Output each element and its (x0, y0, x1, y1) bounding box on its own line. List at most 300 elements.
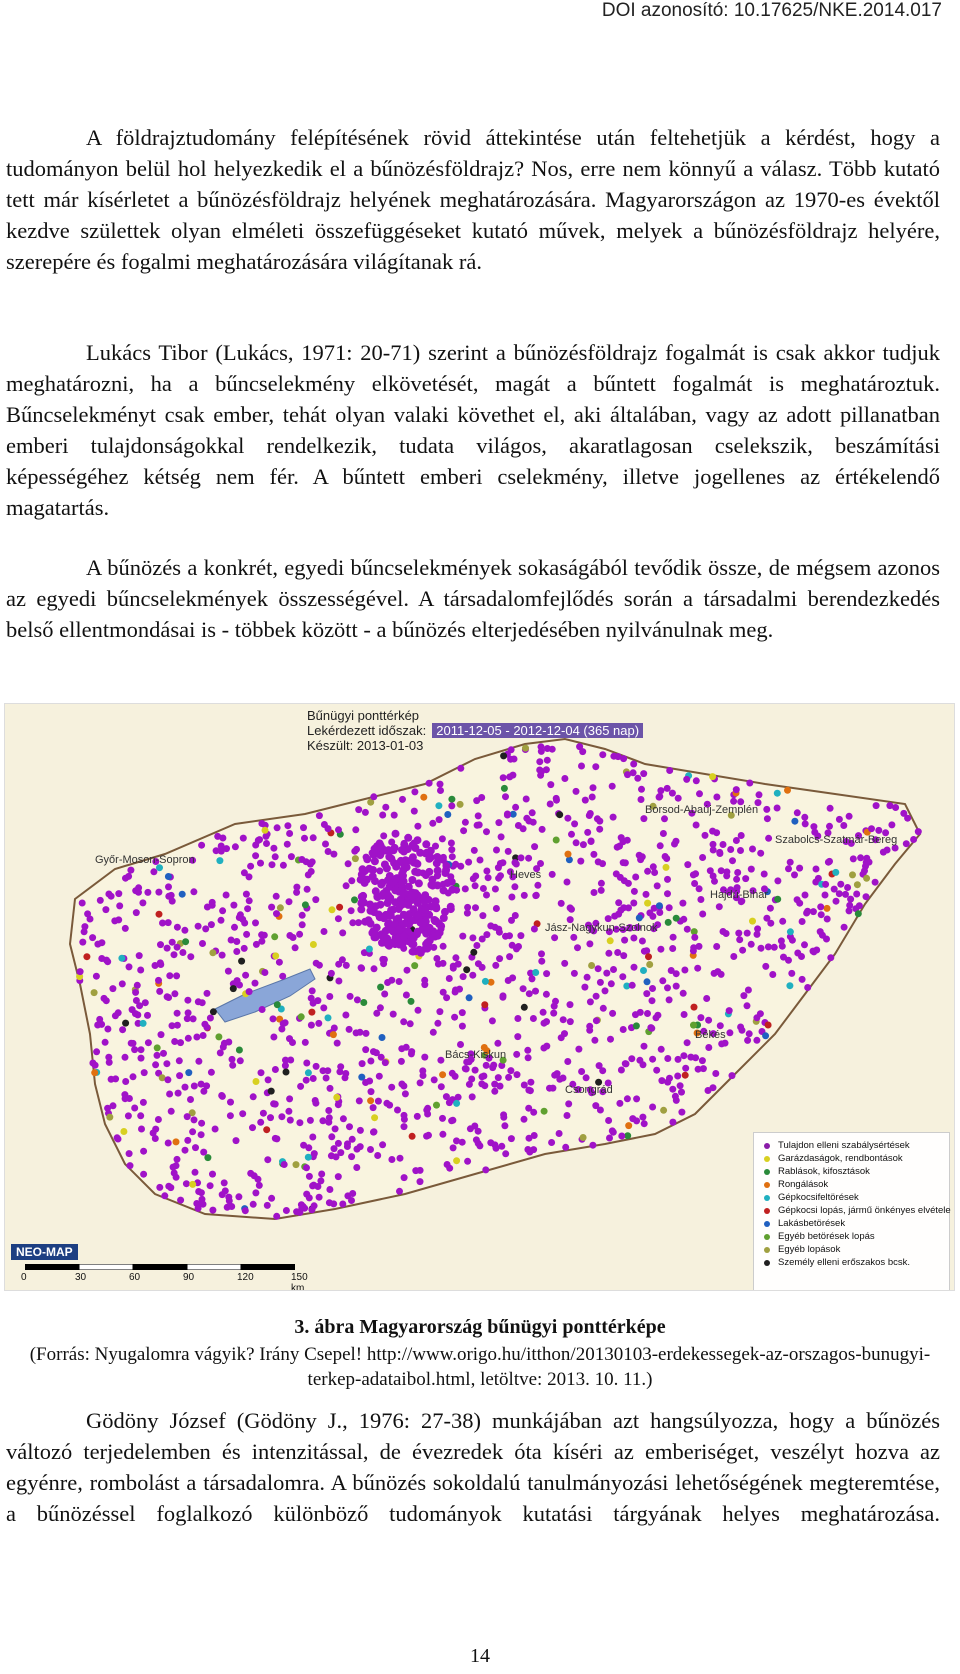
crime-dot (753, 1037, 760, 1044)
crime-dot (371, 933, 379, 941)
crime-dot (303, 1077, 310, 1084)
crime-dot (219, 1191, 226, 1198)
crime-dot (396, 1188, 403, 1195)
legend-label: Rongálások (778, 1179, 829, 1190)
crime-dot (302, 1039, 309, 1046)
crime-dot (705, 1017, 712, 1024)
crime-dot (335, 1140, 342, 1147)
crime-dot (684, 861, 691, 868)
crime-dot (184, 1137, 191, 1144)
crime-dot (543, 970, 550, 977)
crime-dot (241, 869, 248, 876)
crime-dot (631, 964, 638, 971)
crime-dot (628, 1055, 635, 1062)
crime-dot (459, 933, 466, 940)
crime-dot (547, 781, 554, 788)
legend-dot-icon (764, 1156, 770, 1162)
crime-dot (682, 1072, 689, 1079)
crime-dot (531, 843, 538, 850)
crime-dot (174, 1156, 181, 1163)
crime-dot (439, 1115, 446, 1122)
crime-dot (276, 959, 283, 966)
legend-label: Lakásbetörések (778, 1218, 846, 1229)
crime-dot (675, 795, 682, 802)
crime-dot (693, 822, 700, 829)
crime-dot (174, 1010, 181, 1017)
crime-dot (605, 950, 612, 957)
crime-dot (133, 909, 140, 916)
crime-dot (155, 1116, 162, 1123)
crime-dot (251, 1172, 258, 1179)
crime-dot (713, 794, 720, 801)
crime-dot (437, 922, 445, 930)
crime-dot (131, 1105, 138, 1112)
crime-dot (77, 968, 84, 975)
crime-dot (694, 965, 701, 972)
crime-dot (182, 1084, 189, 1091)
crime-dot (500, 774, 507, 781)
crime-dot (762, 1032, 769, 1039)
figure-caption-source: (Forrás: Nyugalomra vágyik? Irány Csepel! http://www.origo.hu/itthon/20130103-erdekessegek-az-orszagos-bunugyi-terkep-adataibol.html, letöltve: 2013. 10. 11.) (29, 1344, 931, 1390)
crime-dot (429, 820, 436, 827)
crime-dot (868, 825, 875, 832)
crime-dot (387, 912, 395, 920)
crime-dot (279, 973, 286, 980)
crime-dot (709, 773, 716, 780)
crime-dot (179, 949, 186, 956)
crime-dot (208, 921, 215, 928)
crime-dot (380, 832, 387, 839)
crime-dot (309, 1134, 316, 1141)
paragraph-4: Gödöny József (Gödöny J., 1976: 27-38) munkájában azt hangsúlyozza, hogy a bűnözés változó terjedelemben és intenzitással, de évezredek óta kíséri az emberiséget, veszélyt hozva az egyénre, rombolást a társadalomra. A bűnözés sokoldalú tanulmányozási lehetőségének megteremtése, a bűnözéssel foglalkozó különböző tudományok kutatási tárgyának helyes meghatározása. (6, 1408, 940, 1526)
crime-dot (482, 1166, 489, 1173)
map-period-value: 2011-12-05 - 2012-12-04 (365 nap) (432, 723, 643, 738)
crime-dot (791, 871, 798, 878)
crime-dot (175, 1090, 182, 1097)
crime-dot (738, 832, 745, 839)
crime-dot (306, 1194, 313, 1201)
crime-dot (788, 970, 795, 977)
crime-dot (274, 1001, 281, 1008)
crime-dot (434, 1020, 441, 1027)
crime-dot (739, 947, 746, 954)
crime-dot (460, 973, 467, 980)
crime-dot (243, 891, 250, 898)
crime-dot (673, 915, 680, 922)
crime-dot (417, 1079, 424, 1086)
crime-dot (368, 1088, 375, 1095)
crime-dot (332, 1125, 339, 1132)
crime-dot (247, 863, 254, 870)
crime-dot (105, 891, 112, 898)
crime-dot (287, 1117, 294, 1124)
crime-dot (425, 1132, 432, 1139)
crime-dot (492, 962, 499, 969)
crime-map-figure (4, 703, 955, 1291)
crime-dot (87, 916, 94, 923)
crime-dot (440, 886, 448, 894)
crime-dot (439, 856, 447, 864)
crime-dot (246, 988, 253, 995)
crime-dot (198, 1189, 205, 1196)
crime-dot (746, 780, 753, 787)
crime-dot (657, 787, 664, 794)
crime-dot (595, 858, 602, 865)
crime-dot (739, 1027, 746, 1034)
crime-dot (453, 1157, 460, 1164)
crime-dot (624, 1095, 631, 1102)
crime-dot (568, 906, 575, 913)
crime-dot (514, 1071, 521, 1078)
crime-dot (396, 978, 403, 985)
crime-dot (840, 822, 847, 829)
crime-dot (318, 1171, 325, 1178)
crime-dot (702, 832, 709, 839)
crime-dot (250, 1093, 257, 1100)
crime-dot (225, 1039, 232, 1046)
crime-dot (444, 811, 451, 818)
crime-dot (785, 865, 792, 872)
crime-dot (670, 934, 677, 941)
crime-dot (547, 801, 554, 808)
crime-dot (409, 1133, 416, 1140)
crime-dot (223, 892, 230, 899)
crime-dot (270, 1034, 277, 1041)
crime-dot (240, 835, 247, 842)
crime-dot (476, 821, 483, 828)
crime-dot (309, 987, 316, 994)
crime-dot (303, 1164, 310, 1171)
legend-dot-icon (764, 1234, 770, 1240)
crime-dot (392, 863, 400, 871)
crime-dot (593, 1017, 600, 1024)
crime-dot (855, 910, 862, 917)
crime-dot (92, 1062, 99, 1069)
crime-dot (200, 1149, 207, 1156)
crime-dot (598, 880, 605, 887)
crime-dot (420, 897, 428, 905)
crime-dot (476, 1142, 483, 1149)
crime-dot (521, 1116, 528, 1123)
crime-dot (678, 1089, 685, 1096)
crime-dot (390, 1011, 397, 1018)
crime-dot (288, 853, 295, 860)
crime-dot (163, 1060, 170, 1067)
crime-dot (246, 897, 253, 904)
crime-dot (564, 1058, 571, 1065)
crime-dot (91, 1069, 98, 1076)
crime-dot (122, 875, 129, 882)
crime-dot (122, 1054, 129, 1061)
crime-dot (763, 915, 770, 922)
crime-dot (561, 1030, 568, 1037)
crime-dot (272, 853, 279, 860)
crime-dot (233, 948, 240, 955)
crime-dot (677, 1082, 684, 1089)
crime-dot (102, 906, 109, 913)
crime-dot (584, 974, 591, 981)
crime-dot (270, 1015, 277, 1022)
crime-dot (620, 755, 627, 762)
crime-dot (734, 869, 741, 876)
crime-dot (174, 1022, 181, 1029)
map-period-row (307, 723, 643, 738)
crime-dot (268, 904, 275, 911)
crime-dot (352, 826, 359, 833)
crime-dot (599, 1067, 606, 1074)
crime-dot (257, 860, 264, 867)
crime-dot (730, 953, 737, 960)
crime-dot (252, 919, 259, 926)
crime-dot (158, 1031, 165, 1038)
crime-dot (412, 1167, 419, 1174)
crime-dot (712, 1070, 719, 1077)
crime-dot (334, 1040, 341, 1047)
crime-dot (155, 977, 162, 984)
crime-dot (462, 819, 469, 826)
crime-dot (242, 972, 249, 979)
crime-dot (174, 944, 181, 951)
crime-dot (630, 900, 637, 907)
crime-dot (209, 949, 216, 956)
crime-dot (588, 962, 595, 969)
crime-dot (339, 929, 346, 936)
crime-dot (335, 1173, 342, 1180)
crime-dot (705, 1087, 712, 1094)
crime-dot (258, 1069, 265, 1076)
crime-dot (774, 790, 781, 797)
legend-dot-icon (764, 1208, 770, 1214)
crime-dot (228, 937, 235, 944)
crime-dot (475, 960, 482, 967)
crime-dot (446, 975, 453, 982)
crime-dot (729, 1072, 736, 1079)
crime-dot (371, 1128, 378, 1135)
crime-dot (284, 841, 291, 848)
crime-dot (780, 954, 787, 961)
crime-dot (610, 814, 617, 821)
crime-dot (112, 1075, 119, 1082)
crime-dot (281, 1161, 288, 1168)
crime-dot (349, 1136, 356, 1143)
legend-dot-icon (764, 1169, 770, 1175)
paragraph-1: A földrajztudomány felépítésének rövid áttekintése után feltehetjük a kérdést, hogy a tudományon belül hol helyezkedik el a bűnözésföldrajz? Nos, erre nem könnyű a válasz. Több kutató tett már kísérletet a bűnözésföldrajz helyének meghatározására. Magyarországon az 1970-es évektől kezdve születtek olyan elméleti összefüggéseket kutató művek, melyek a bűnözésföldrajz helyére, szerepére és fogalmi meghatározására világítanak rá. (6, 125, 940, 274)
crime-dot (826, 823, 833, 830)
crime-dot (408, 998, 415, 1005)
crime-dot (351, 896, 358, 903)
crime-dot (649, 1104, 656, 1111)
crime-dot (480, 1073, 487, 1080)
crime-dot (104, 1026, 111, 1033)
scale-label: 0 (21, 1272, 27, 1283)
crime-dot (227, 1112, 234, 1119)
city-label: Csongrád (565, 1084, 613, 1096)
crime-dot (440, 960, 447, 967)
crime-dot (209, 1171, 216, 1178)
legend-item (754, 1191, 949, 1204)
legend-dot-icon (764, 1182, 770, 1188)
crime-dot (277, 904, 284, 911)
crime-dot (680, 1052, 687, 1059)
crime-dot (673, 983, 680, 990)
crime-dot (649, 997, 656, 1004)
crime-dot (358, 964, 365, 971)
crime-dot (472, 1067, 479, 1074)
crime-dot (532, 988, 539, 995)
crime-dot (679, 900, 686, 907)
crime-dot (451, 1014, 458, 1021)
crime-dot (190, 1015, 197, 1022)
crime-dot (264, 1156, 271, 1163)
crime-dot (675, 1056, 682, 1063)
crime-dot (495, 1074, 502, 1081)
city-label: Jász-Nagykun-Szolnok (545, 922, 658, 934)
crime-dot (477, 857, 484, 864)
crime-dot (641, 1120, 648, 1127)
crime-dot (480, 885, 487, 892)
crime-dot (218, 917, 225, 924)
crime-dot (664, 1055, 671, 1062)
crime-dot (434, 932, 442, 940)
crime-dot (853, 891, 860, 898)
crime-dot (596, 818, 603, 825)
crime-dot (142, 999, 149, 1006)
crime-dot (696, 790, 703, 797)
crime-dot (359, 1060, 366, 1067)
crime-dot (112, 1012, 119, 1019)
crime-dot (446, 1099, 453, 1106)
crime-dot (632, 874, 639, 881)
crime-dot (200, 1088, 207, 1095)
paragraph-3: A bűnözés a konkrét, egyedi bűncselekmények sokaságából tevődik össze, de mégsem azonos az egyedi bűncselekmények összességével. A társadalomfejlődés során a társadalmi berendezkedés belső ellentmondásai is - többek között - a bűnözés elterjedésében nyilvánulnak meg. (6, 555, 940, 642)
crime-dot (173, 972, 180, 979)
crime-dot (551, 934, 558, 941)
crime-dot (618, 1133, 625, 1140)
crime-dot (145, 1039, 152, 1046)
crime-dot (265, 1076, 272, 1083)
crime-dot (690, 1022, 697, 1029)
crime-dot (317, 1177, 324, 1184)
crime-dot (481, 1001, 488, 1008)
crime-dot (490, 1062, 497, 1069)
crime-dot (392, 875, 400, 883)
crime-dot (437, 781, 444, 788)
crime-dot (872, 879, 879, 886)
crime-dot (388, 1156, 395, 1163)
crime-dot (308, 1009, 315, 1016)
crime-dot (658, 1046, 665, 1053)
crime-dot (383, 1100, 390, 1107)
crime-dot (226, 1197, 233, 1204)
crime-dot (183, 1180, 190, 1187)
crime-dot (402, 1090, 409, 1097)
crime-dot (455, 961, 462, 968)
crime-dot (847, 896, 854, 903)
crime-dot (653, 1067, 660, 1074)
crime-dot (106, 1114, 113, 1121)
crime-dot (301, 1205, 308, 1212)
crime-dot (818, 911, 825, 918)
crime-dot (220, 1044, 227, 1051)
crime-dot (574, 944, 581, 951)
crime-dot (264, 1202, 271, 1209)
crime-dot (307, 861, 314, 868)
crime-dot (733, 876, 740, 883)
crime-dot (591, 1037, 598, 1044)
crime-dot (286, 932, 293, 939)
crime-dot (357, 905, 365, 913)
crime-dot (748, 941, 755, 948)
crime-dot (283, 1069, 290, 1076)
crime-dot (582, 797, 589, 804)
crime-dot (198, 1131, 205, 1138)
crime-dot (355, 806, 362, 813)
crime-dot (854, 881, 861, 888)
crime-dot (325, 1119, 332, 1126)
crime-dot (609, 783, 616, 790)
crime-dot (319, 1117, 326, 1124)
crime-dot (381, 991, 388, 998)
crime-dot (453, 1100, 460, 1107)
crime-dot (260, 1110, 267, 1117)
crime-dot (521, 892, 528, 899)
crime-dot (219, 1093, 226, 1100)
crime-dot (207, 1182, 214, 1189)
crime-dot (495, 819, 502, 826)
crime-dot (209, 1207, 216, 1214)
crime-dot (556, 1130, 563, 1137)
crime-dot (411, 788, 418, 795)
crime-dot (767, 905, 774, 912)
crime-dot (311, 1202, 318, 1209)
legend-dot-icon (764, 1221, 770, 1227)
crime-dot (804, 984, 811, 991)
legend-item (754, 1178, 949, 1191)
crime-dot (177, 1197, 184, 1204)
crime-dot (286, 830, 293, 837)
crime-dot (789, 937, 796, 944)
crime-dot (165, 919, 172, 926)
crime-dot (398, 1045, 405, 1052)
legend-item (754, 1217, 949, 1230)
crime-dot (643, 891, 650, 898)
crime-dot (496, 955, 503, 962)
crime-dot (423, 939, 431, 947)
crime-dot (630, 761, 637, 768)
crime-dot (208, 1069, 215, 1076)
crime-dot (482, 978, 489, 985)
crime-dot (221, 1179, 228, 1186)
crime-dot (456, 986, 463, 993)
crime-dot (330, 1031, 337, 1038)
crime-dot (654, 882, 661, 889)
crime-dot (699, 911, 706, 918)
crime-dot (610, 966, 617, 973)
crime-dot (487, 1139, 494, 1146)
crime-dot (749, 846, 756, 853)
crime-dot (791, 818, 798, 825)
crime-dot (690, 871, 697, 878)
crime-dot (664, 876, 671, 883)
crime-dot (472, 904, 479, 911)
crime-dot (562, 1144, 569, 1151)
crime-dot (436, 816, 443, 823)
crime-dot (333, 1153, 340, 1160)
crime-dot (165, 873, 172, 880)
crime-dot (660, 830, 667, 837)
crime-dot (549, 871, 556, 878)
crime-dot (437, 787, 444, 794)
